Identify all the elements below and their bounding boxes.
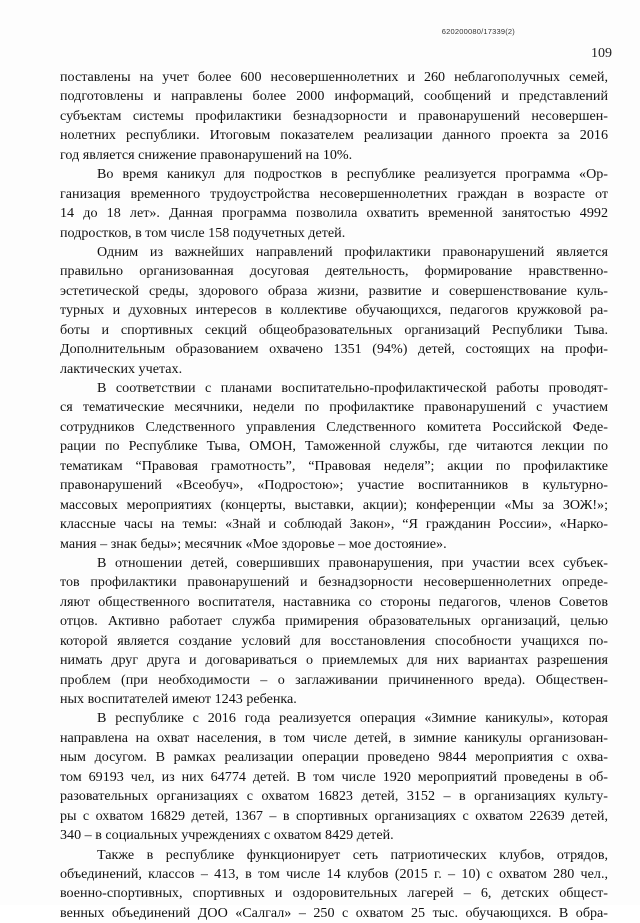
text-line: отцов. Активно работает служба примирения образовательных организаций, целью bbox=[60, 612, 608, 631]
text-line: турных и духовных интересов в коллективе обучающихся, педагогов кружковой ра- bbox=[60, 301, 608, 320]
text-line: эстетической среды, здорового образа жизни, развитие и совершенствование куль- bbox=[60, 282, 608, 301]
text-line: рации по Республике Тыва, ОМОН, Таможенной службы, где читаются лекции по bbox=[60, 437, 608, 456]
text-line: Одним из важнейших направлений профилактики правонарушений является bbox=[60, 243, 608, 262]
paragraph bbox=[60, 68, 608, 165]
text-line: Дополнительным образованием охвачено 1351 (94%) детей, состоящих на профи- bbox=[60, 340, 608, 359]
text-line: объединений, классов – 413, в том числе 14 клубов (2015 г. – 10) с охватом 280 чел., bbox=[60, 865, 608, 884]
text-line: военно-спортивных, спортивных и оздоровительных лагерей – 6, детских общест- bbox=[60, 884, 608, 903]
text-line: которой является создание условий для восстановления способности учащихся по- bbox=[60, 632, 608, 651]
text-line: нимать друг друга и договариваться о приемлемых для них вариантах разрешения bbox=[60, 651, 608, 670]
text-line: тов профилактики правонарушений и безнадзорности несовершеннолетних опреде- bbox=[60, 573, 608, 592]
text-line: 14 до 18 лет». Данная программа позволила охватить временной занятостью 4992 bbox=[60, 204, 608, 223]
text-line: ганизация временного трудоустройства несовершеннолетних граждан в возрасте от bbox=[60, 185, 608, 204]
text-line: подготовлены и направлены более 2000 информаций, сообщений и представлений bbox=[60, 87, 608, 106]
text-line: правонарушений «Всеобуч», «Подростою»; участие воспитанников в культурно- bbox=[60, 476, 608, 495]
text-line: год является снижение правонарушений на 10%. bbox=[60, 146, 608, 165]
text-line: В республике с 2016 года реализуется операция «Зимние каникулы», которая bbox=[60, 709, 608, 728]
text-line: боты и спортивных секций общеобразовательных организаций Республики Тыва. bbox=[60, 321, 608, 340]
text-line: том 69193 чел, из них 64774 детей. В том числе 1920 мероприятий проведены в об- bbox=[60, 768, 608, 787]
text-line: массовых мероприятиях (концерты, выставки, акции); конференции «Мы за ЗОЖ!»; bbox=[60, 496, 608, 515]
text-line: ры с охватом 16829 детей, 1367 – в спортивных организациях с охватом 22639 детей, bbox=[60, 807, 608, 826]
text-line: поставлены на учет более 600 несовершеннолетних и 260 неблагополучных семей, bbox=[60, 68, 608, 87]
text-line: разовательных организациях с охватом 16823 детей, 3152 – в организациях культу- bbox=[60, 787, 608, 806]
text-line: тематикам “Правовая грамотность”, “Правовая неделя”; акции по профилактике bbox=[60, 457, 608, 476]
text-line: субъектам системы профилактики безнадзорности и правонарушений несовершен- bbox=[60, 107, 608, 126]
text-line: направлена на охват населения, в том числе детей, в зимние каникулы организован- bbox=[60, 729, 608, 748]
text-line: ляют общественного воспитателя, наставника со стороны педагогов, членов Советов bbox=[60, 593, 608, 612]
text-line: ным досугом. В рамках реализации операции проведено 9844 мероприятия с охва- bbox=[60, 748, 608, 767]
page-number: 109 bbox=[591, 46, 612, 62]
body-text bbox=[60, 68, 608, 923]
text-line: сотрудников Следственного управления Следственного комитета Российской Феде- bbox=[60, 418, 608, 437]
paragraph bbox=[60, 379, 608, 554]
text-line: ных воспитателей имеют 1243 ребенка. bbox=[60, 690, 608, 709]
text-line: подростков, в том числе 158 подучетных детей. bbox=[60, 224, 608, 243]
paragraph bbox=[60, 846, 608, 923]
document-code: 620200080/17339(2) bbox=[442, 27, 515, 36]
text-line: венных объединений ДОО «Салгал» – 250 с охватом 25 тыс. обучающихся. В обра- bbox=[60, 904, 608, 923]
paragraph bbox=[60, 165, 608, 243]
text-line: проблем (при необходимости – о заглаживании причиненного вреда). Обществен- bbox=[60, 671, 608, 690]
text-line: 340 – в социальных учреждениях с охватом 8429 детей. bbox=[60, 826, 608, 845]
text-line: Также в республике функционирует сеть патриотических клубов, отрядов, bbox=[60, 846, 608, 865]
text-line: мания – знак беды»; месячник «Мое здоровье – мое достояние». bbox=[60, 535, 608, 554]
text-line: В соответствии с планами воспитательно-профилактической работы проводят- bbox=[60, 379, 608, 398]
text-line: классные часы на темы: «Знай и соблюдай Закон», “Я гражданин России», «Нарко- bbox=[60, 515, 608, 534]
text-line: ся тематические месячники, недели по профилактике правонарушений с участием bbox=[60, 398, 608, 417]
text-line: правильно организованная досуговая деятельность, формирование нравственно- bbox=[60, 262, 608, 281]
text-line: В отношении детей, совершивших правонарушения, при участии всех субъек- bbox=[60, 554, 608, 573]
paragraph bbox=[60, 243, 608, 379]
paragraph bbox=[60, 709, 608, 845]
paragraph bbox=[60, 554, 608, 710]
text-line: нолетних республики. Итоговым показателем реализации данного проекта за 2016 bbox=[60, 126, 608, 145]
text-line: Во время каникул для подростков в республике реализуется программа «Ор- bbox=[60, 165, 608, 184]
text-line: лактических учетах. bbox=[60, 360, 608, 379]
